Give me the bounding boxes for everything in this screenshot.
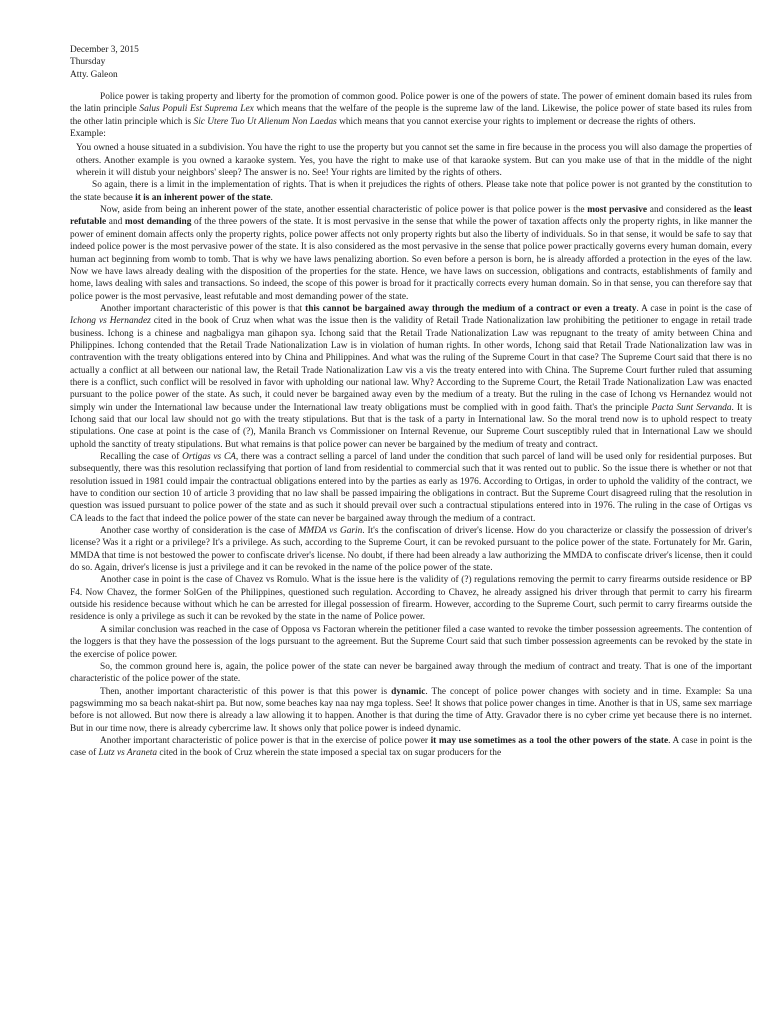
paragraph-opposa-vs-factoran: A similar conclusion was reached in the case of Opposa vs Factoran wherein the petitioner filed a case wanted to revoke the timber possession agreements. The contention of the loggers is that they have the possession of the logs pursuant to the agreement. But the Supreme Court said that such timber possession agreements can be revoked by the state in the exercise of police power. (70, 624, 752, 660)
paragraph-dynamic: Then, another important characteristic of this power is that this power is dynamic. The concept of police power changes with society and in time. Example: Sa una pagswimming mo sa beach nakat-shirt pa. But now, some beaches kay naa nay mga topless. See! It shows that police power changes in time. Another is that in US, same sex marriage before is not allowed. But now there is already a law allowing it to happen. Another is that during the time of Atty. Gravador there is no cyber crime yet because there is no internet. But in our time now, there is already cybercrime law. It shows only that police power is indeed dynamic. (70, 686, 753, 734)
latin-maxim: Pacta Sunt Servanda (651, 402, 732, 413)
paragraph-ichong-vs-hernandez: Another important characteristic of this power is that this cannot be bargained away through the medium of a contract or even a treaty. A case in point is the case of Ichong vs Hernandez cited in the book of Cruz when what was the issue then is the validity of Retail Trade Nationalization law prohibiting the petitioner to engage in retail trade business. Ichong is a chinese and nagbaligya man gihapon sya. Ichong said that the Retail Trade Nationalization Law was repugnant to the treaty of amity between China and Philippines. Ichong contended that the Retail Trade Nationalization Law is in violation of human rights. In other words, Ichong said that Retail Trade Nationalization law was in contravention with the treaty obligations entered into by China and Philippines. And what was the ruling of the Supreme Court in that case? The Supreme Court said that there is no actually a conflict at all between our national law, the Retail Trade Nationalization Law vis a vis the treaty entered into with China. The Supreme Court further ruled that assuming there is a conflict, such conflict will be resolved in favor with upholding our national law. Why? According to the Supreme Court, the Retail Trade Nationalization Law was enacted pursuant to the police power of the state. As such, it could never be bargained away even by the medium of a treaty. But the ruling in the case of Ichong vs Hernandez would not simply win under the International law because under the International law treaty obligations must be complied with in good faith. That's the principle Pacta Sunt Servanda. It is Ichong said that our local law should not go with the treaty stipulations. But that is the task of a party in International law. So the moral trend now is to uphold respect to treaty stipulations. One case at point is the case of (?), Manila Branch vs Commissioner on Internal Revenue, our Supreme Court susceptibly ruled that in International Law we should uphold the sanctity of treaty stipulations. But what remains is that police power can never be bargained by the medium of treaty and contract. (70, 303, 752, 450)
example-label: Example: (70, 129, 106, 140)
latin-maxim: Sic Utere Tuo Ut Alienum Non Laedas (193, 116, 337, 127)
emphasis: it is an inherent power of the state (135, 192, 271, 203)
emphasis: dynamic (391, 686, 426, 697)
paragraph-chavez-vs-romulo: Another case in point is the case of Chavez vs Romulo. What is the issue here is the validity of (?) regulations removing the permit to carry firearms outside residence or BP F4. Now Chavez, the former SolGen of the Philippines, questioned such regulation. According to Chavez, he already assigned his driver through that permit to carry his firearm outside his residence because without which he can be arrested for illegal possession of firearm. However, according to the Supreme Court, such permit to carry firearms outside the residence is only a privilege as such it can be revoked by the state in the name of Police power. (70, 575, 752, 623)
paragraph-inherent-power: So again, there is a limit in the implementation of rights. That is when it prejudices the rights of others. Please take note that police power is not granted by the constitution to the state because it is an inherent power of the state. (70, 180, 752, 203)
case-name: Ortigas vs CA (182, 452, 236, 462)
instructor-line: Atty. Galeon (70, 69, 118, 80)
paragraph-mmda-vs-garin: Another case worthy of consideration is the case of MMDA vs Garin. It's the confiscation of driver's license. How do you characterize or classify the possession of driver's license? Was it a right or a privilege? It's a privilege. As such, according to the Supreme Court, it can be revoked pursuant to the police power of the state. Fortunately for Mr. Garin, MMDA that time is not bestowed the power to confiscate driver's license. No doubt, if there had been already a law authorizing the MMDA to confiscate driver's license, then it could do so. Again, driver's license is just a privilege and it can be revoked in the name of the police power of the state. (70, 526, 752, 574)
document-header (70, 44, 752, 81)
paragraph-most-pervasive: Now, aside from being an inherent power of the state, another essential characteristic of police power is that police power is the most pervasive and considered as the least refutable and most demanding of the three powers of the state. It is most pervasive in the sense that while the power of taxation affects only the property rights, in like manner the power of eminent domain affects only the property rights, police power affects not only property rights but also the liberty of individuals. So in that sense, it would be safe to say that indeed police power is the most pervasive power of the state. It is also considered as the most pervasive in the sense that police power practically governs every human domain, every human act beginning from womb to tomb. That is why we have laws penalizing abortion. So even before a person is born, he is already afforded a protection in the eyes of the law. Now we have laws already dealing with the disposition of the properties for the state. Hence, we have laws on succession, obligations and contracts, establishments of family and home, laws dealing with sales and transactions. So indeed, the scope of this power is broad for it practically corrects every human domain. So in that sense, you can therefore say that police power is the most pervasive, least refutable and most demanding power of the state. (70, 205, 752, 302)
day-line: Thursday (70, 57, 106, 68)
case-name: Ichong vs Hernandez (70, 316, 151, 327)
example-paragraph: You owned a house situated in a subdivision. You have the right to use the property but you cannot set the same in fire because in the process you will also damage the properties of others. Another example is you owned a karaoke system. Yes, you have the right to make use of that karaoke system. But can you make use of that in the middle of the night wherein it will distub your neighbors' sleep? The answer is no. See! Your rights are limited by the rights of others. (76, 143, 752, 179)
paragraph-police-power-definition: Police power is taking property and liberty for the promotion of common good. Police power is one of the powers of state. The power of eminent domain based its rules from the latin principle Salus Populi Est Suprema Lex which means that the welfare of the people is the supreme law of the land. Likewise, the police power of state based its rules from the other latin principle which is Sic Utere Tuo Ut Alienum Non Laedas which means that you cannot exercise your rights to implement or decrease the rights of others. (70, 92, 752, 127)
emphasis: least refutable (70, 205, 752, 228)
case-name: Lutz vs Araneta (98, 748, 158, 759)
latin-maxim: Salus Populi Est Suprema Lex (139, 104, 254, 115)
case-name: MMDA vs Garin (298, 526, 363, 537)
emphasis: it may use sometimes as a tool the other powers of the state (430, 735, 669, 746)
paragraph-ortigas-vs-ca: Recalling the case of Ortigas vs CA, there was a contract selling a parcel of land under the condition that such parcel of land will be used only for residential purposes. But subsequently, there was this resolution reclassifying that portion of land from residential to commercial such that it was rented out to public. So the issue there is whether or not that resolution issued in 1981 could impair the contractual obligations entered into by the parties as early as 1976. According to Ortigas, in order to uphold the validity of the contract, we have to condition our section 10 of article 3 providing that no law shall be passed impairing the obligations in contract. But the Supreme Court disagreed ruling that the resolution in question was issued pursuant to police power of the state and as such it should prevail over such a contractual stipulations entered into in 1976. The ruling in the case of Ortigas vs CA leads to the fact that indeed the police power of the state can never be bargained away through the medium of a contract. (70, 452, 753, 524)
emphasis: most pervasive (587, 205, 648, 216)
date-line: December 3, 2015 (70, 45, 139, 55)
emphasis: this cannot be bargained away through the medium of a contract or even a treaty (305, 303, 637, 314)
emphasis: most demanding (124, 217, 192, 228)
paragraph-common-ground: So, the common ground here is, again, the police power of the state can never be bargained away through the medium of contract and treaty. That is one of the important characteristic of the police power of the state. (70, 661, 752, 685)
paragraph-other-powers-tool: Another important characteristic of police power is that in the exercise of police power it may use sometimes as a tool the other powers of the state. A case in point is the case of Lutz vs Araneta cited in the book of Cruz wherein the state imposed a special tax on sugar producers for the (70, 735, 752, 759)
